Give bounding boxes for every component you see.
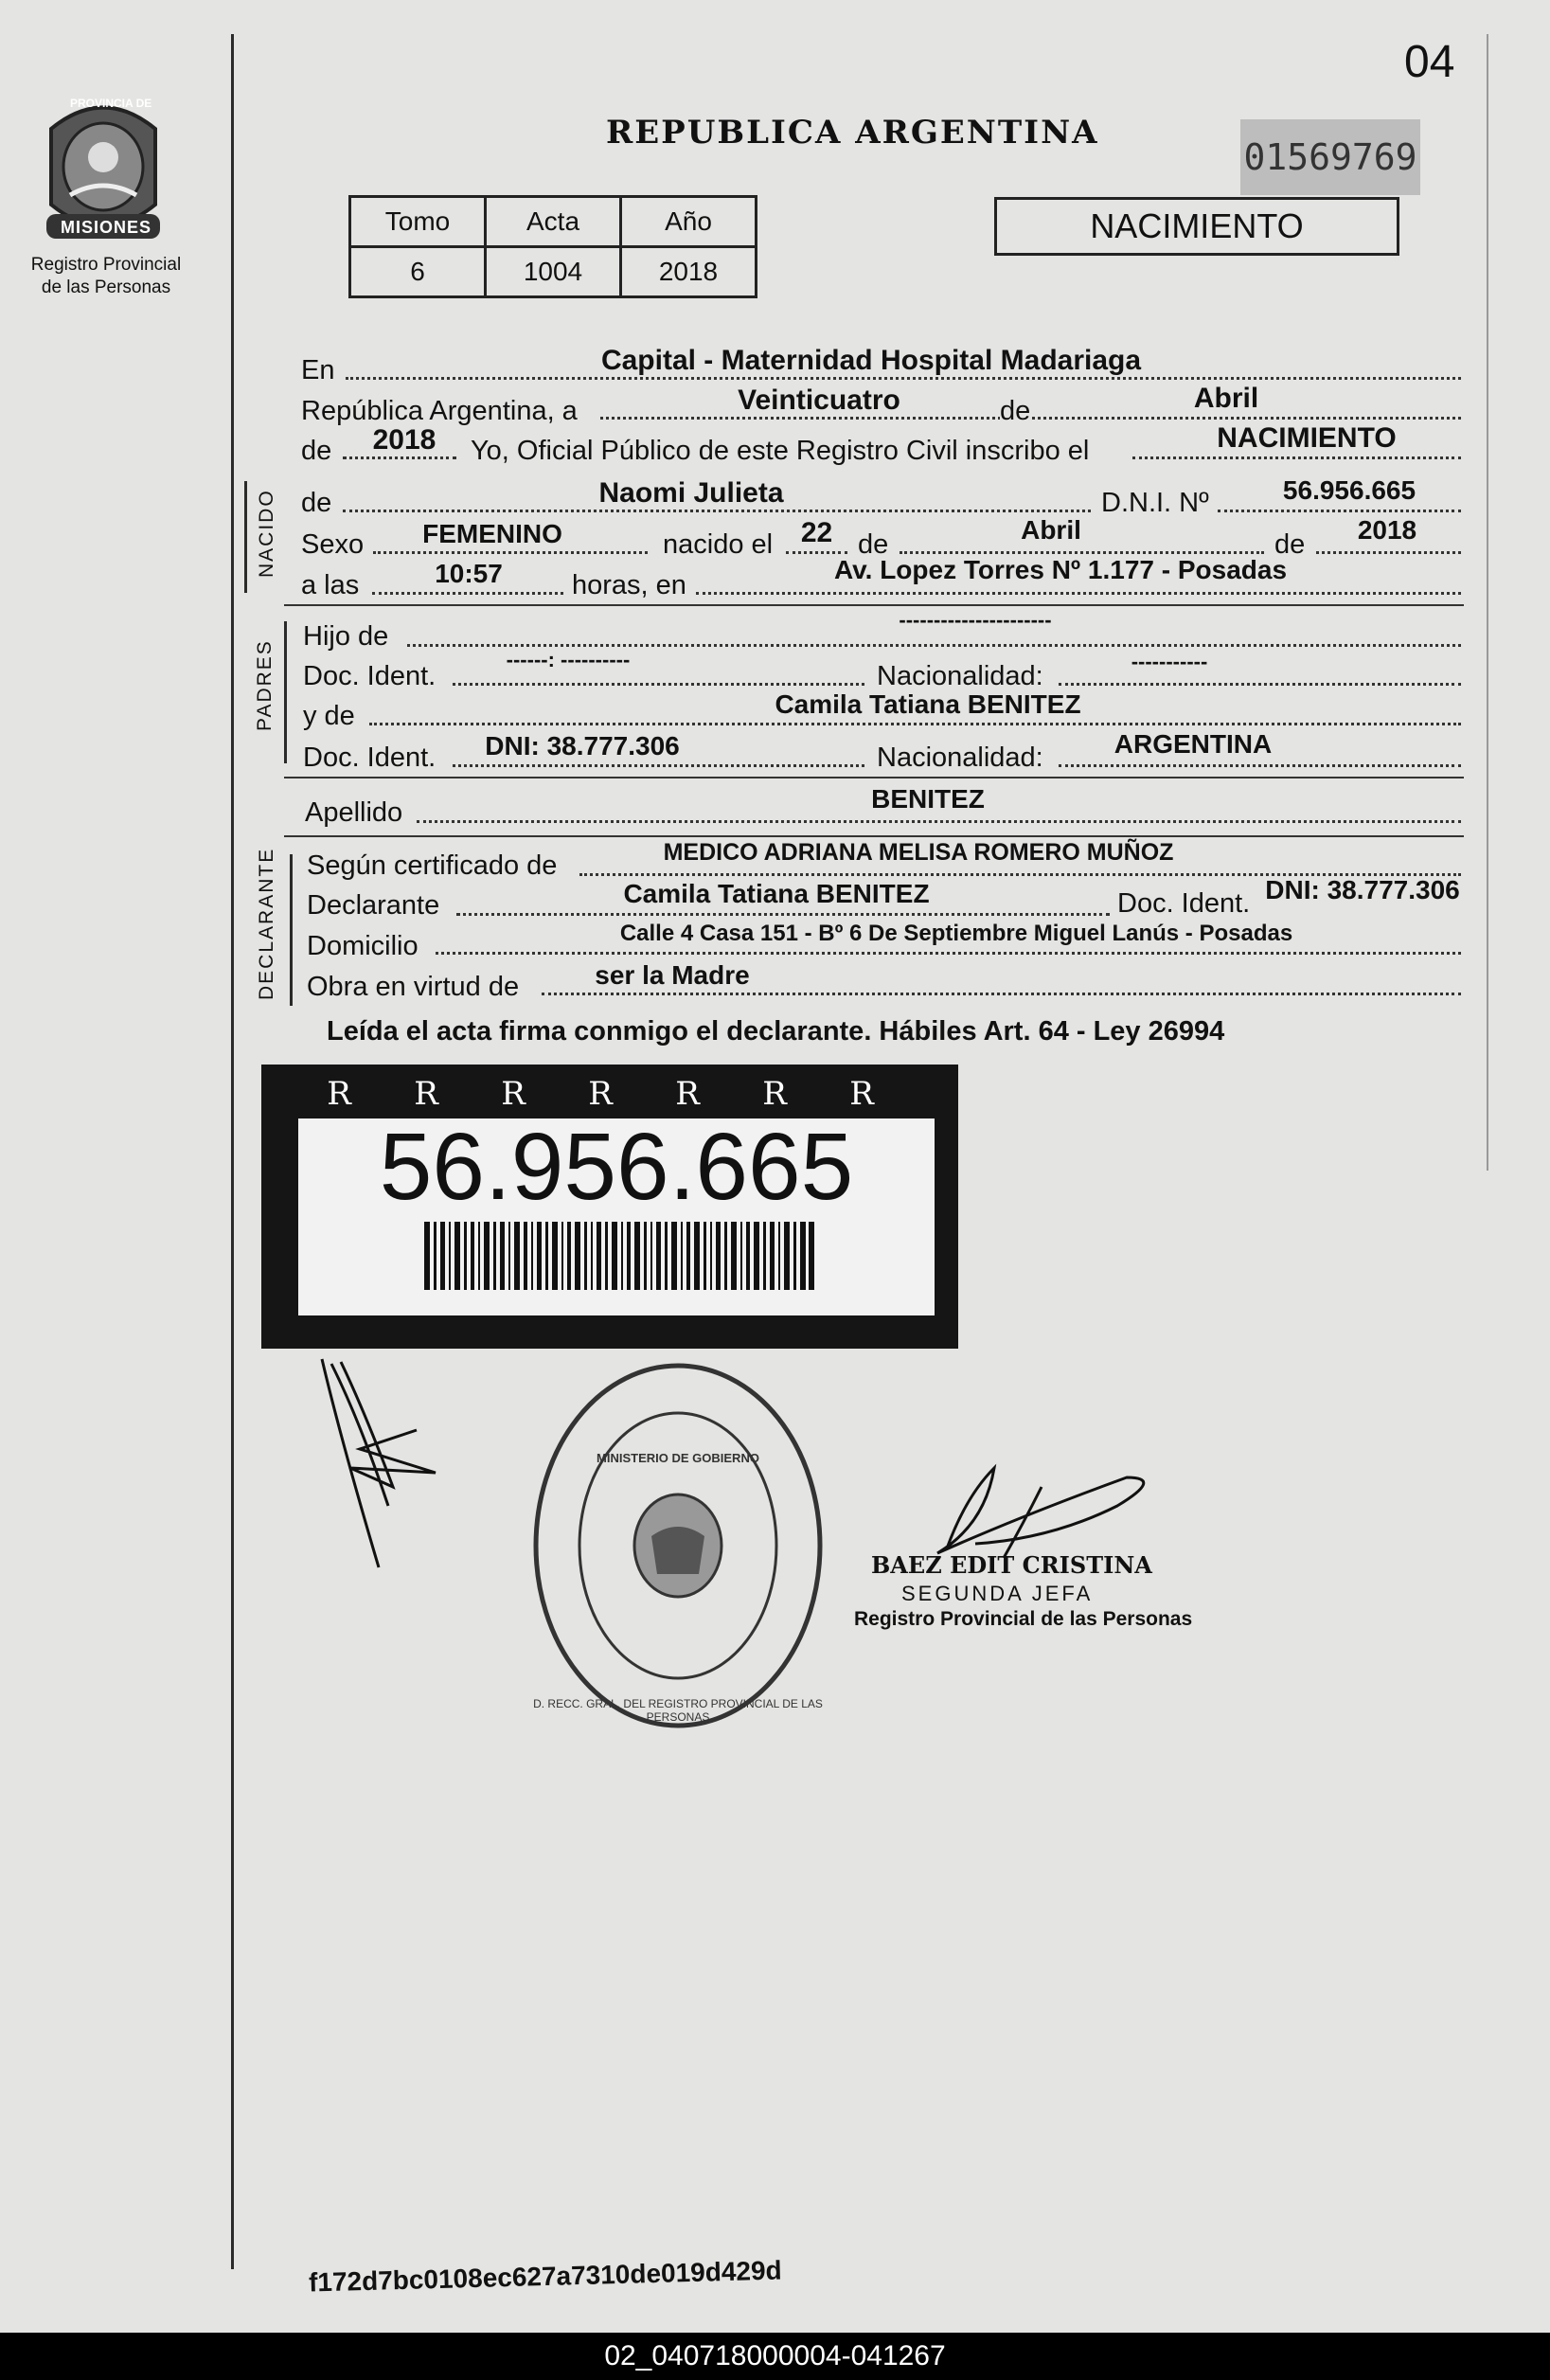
sticker-mark-5: R [675, 1075, 700, 1113]
label-y-de: y de [303, 701, 355, 731]
divider-apellido [284, 835, 1464, 837]
dots-madre [369, 723, 1461, 725]
section-declarante: DECLARANTE [256, 847, 277, 1000]
label-dni: D.N.I. Nº [1101, 488, 1209, 518]
nac-anio-value: 2018 [1357, 515, 1417, 545]
dots-tipo [1132, 456, 1461, 459]
domicilio-value: Calle 4 Casa 151 - Bº 6 De Septiembre Miguel Lanús - Posadas [619, 921, 1293, 946]
sticker-mark-3: R [501, 1075, 526, 1113]
dots-republica [600, 417, 1461, 420]
padre-doc-value: ------: ---------- [506, 648, 631, 671]
label-en: En [301, 355, 335, 385]
tipo-value: NACIMIENTO [1217, 422, 1397, 454]
dots-nombre [343, 510, 1091, 512]
signatory-organization: Registro Provincial de las Personas [854, 1608, 1193, 1630]
section-nacido: NACIDO [256, 489, 277, 578]
label-a-las: a las [301, 570, 360, 600]
declarante-bracket [290, 854, 293, 1006]
sticker-mark-6: R [762, 1075, 787, 1113]
logo-bottom-text: MISIONES [61, 218, 152, 237]
dots-declarante [456, 913, 1110, 916]
sticker-mark-1: R [327, 1075, 351, 1113]
sexo-value: FEMENINO [422, 519, 562, 548]
dots-obra [542, 993, 1461, 995]
madre-value: Camila Tatiana BENITEZ [775, 689, 1081, 719]
label-nac-padre: Nacionalidad: [877, 661, 1043, 691]
page-number: 04 [1404, 37, 1455, 87]
padre-nac-value: ----------- [1131, 650, 1208, 673]
col-header-tomo: Tomo [350, 197, 486, 247]
obra-value: ser la Madre [595, 960, 750, 990]
dots-padre [407, 644, 1461, 647]
divider-nacido [284, 604, 1464, 606]
col-header-anio: Año [621, 197, 757, 247]
label-de-1: de [1000, 396, 1031, 426]
logo-top-text: PROVINCIA DE [70, 97, 152, 110]
declarante-value: Camila Tatiana BENITEZ [623, 879, 930, 908]
label-de-anio: de [1274, 529, 1306, 560]
dots-madre-doc [453, 764, 864, 767]
dots-nac-mes [900, 551, 1264, 554]
label-nac-madre: Nacionalidad: [877, 743, 1043, 773]
hora-value: 10:57 [435, 559, 503, 588]
right-margin-line [1487, 34, 1488, 1171]
label-doc-declarante: Doc. Ident. [1117, 888, 1251, 919]
anio-text-value: 2018 [372, 424, 436, 456]
serial-number: 01569769 [1240, 119, 1420, 195]
dots-padre-doc [453, 683, 864, 686]
section-padres: PADRES [254, 639, 276, 731]
tomo-value: 6 [350, 247, 486, 297]
direccion-value: Av. Lopez Torres Nº 1.177 - Posadas [833, 555, 1288, 584]
act-type-box: NACIMIENTO [994, 197, 1399, 256]
label-republica: República Argentina, a [301, 396, 578, 426]
label-obra: Obra en virtud de [307, 972, 520, 1002]
barcode [424, 1222, 814, 1290]
sticker-mark-7: R [849, 1075, 874, 1113]
dots-direccion [696, 592, 1461, 595]
declarante-doc-value: DNI: 38.777.306 [1265, 875, 1460, 904]
signatory-name: BAEZ EDIT CRISTINA [871, 1551, 1152, 1579]
seal-inner-text: MINISTERIO DE GOBIERNO [597, 1451, 759, 1465]
label-de-nombre: de [301, 488, 332, 518]
label-sexo: Sexo [301, 529, 365, 560]
lugar-value: Capital - Maternidad Hospital Madariaga [600, 345, 1142, 376]
logo-caption [13, 254, 199, 299]
nac-dia-value: 22 [800, 517, 833, 548]
acta-value: 1004 [486, 247, 621, 297]
label-yo: Yo, Oficial Público de este Registro Civil inscribo el [471, 436, 1090, 466]
nac-mes-value: Abril [1021, 515, 1081, 545]
logo-caption-line-1: Registro Provincial [30, 255, 182, 275]
label-apellido: Apellido [305, 797, 403, 828]
label-hijo-de: Hijo de [303, 621, 389, 652]
sticker-dni-number: 56.956.665 [379, 1114, 854, 1220]
nombre-value: Naomi Julieta [598, 477, 784, 509]
label-doc-madre: Doc. Ident. [303, 743, 436, 773]
dots-anio [343, 456, 456, 459]
divider-padres [284, 777, 1464, 778]
dots-madre-nac [1059, 764, 1461, 767]
dots-nac-anio [1316, 551, 1461, 554]
label-de-2: de [301, 436, 332, 466]
dni-value: 56.956.665 [1282, 475, 1416, 505]
dots-padre-nac [1059, 683, 1461, 686]
label-nacido-el: nacido el [663, 529, 774, 560]
official-seal [528, 1356, 828, 1735]
document-hash: f172d7bc0108ec627a7310de019d429d [308, 2255, 783, 2298]
label-de-mes: de [858, 529, 889, 560]
label-declarante: Declarante [307, 890, 440, 921]
dots-dni [1218, 510, 1461, 512]
dots-nac-dia [786, 551, 847, 554]
left-margin-line [231, 34, 234, 2269]
dia-texto-value: Veinticuatro [738, 385, 900, 416]
province-logo [32, 91, 174, 252]
label-horas-en: horas, en [572, 570, 686, 600]
dots-hora [372, 592, 563, 595]
padre-value: ---------------------- [899, 608, 1052, 632]
label-doc-padre: Doc. Ident. [303, 661, 436, 691]
dots-sexo [373, 551, 648, 554]
anio-value: 2018 [621, 247, 757, 297]
dots-apellido [417, 820, 1461, 823]
registry-table [348, 195, 757, 298]
sticker-mark-2: R [414, 1075, 438, 1113]
dots-domicilio [436, 952, 1461, 955]
signatory-title: SEGUNDA JEFA [901, 1582, 1094, 1605]
seal-outer-text: D. RECC. GRAL. DEL REGISTRO PROVINCIAL DE LAS PERSONAS [533, 1697, 823, 1724]
handwritten-initials [312, 1354, 454, 1572]
nacido-bracket [244, 481, 247, 593]
padres-bracket [284, 621, 287, 763]
dots-en [346, 377, 1461, 380]
col-header-acta: Acta [486, 197, 621, 247]
logo-caption-line-2: de las Personas [41, 277, 171, 297]
document-title: REPUBLICA ARGENTINA [606, 114, 1099, 152]
label-domicilio: Domicilio [307, 931, 419, 961]
certificado-value: MEDICO ADRIANA MELISA ROMERO MUÑOZ [663, 839, 1174, 866]
label-segun: Según certificado de [307, 850, 558, 881]
mes-value: Abril [1193, 383, 1259, 414]
madre-nac-value: ARGENTINA [1114, 729, 1273, 759]
apellido-value: BENITEZ [871, 784, 985, 814]
footer-id: 02_040718000004-041267 [0, 2333, 1550, 2380]
closing-statement: Leída el acta firma conmigo el declarante. Hábiles Art. 64 - Ley 26994 [327, 1016, 1225, 1047]
madre-doc-value: DNI: 38.777.306 [485, 731, 680, 761]
sticker-mark-4: R [588, 1075, 613, 1113]
